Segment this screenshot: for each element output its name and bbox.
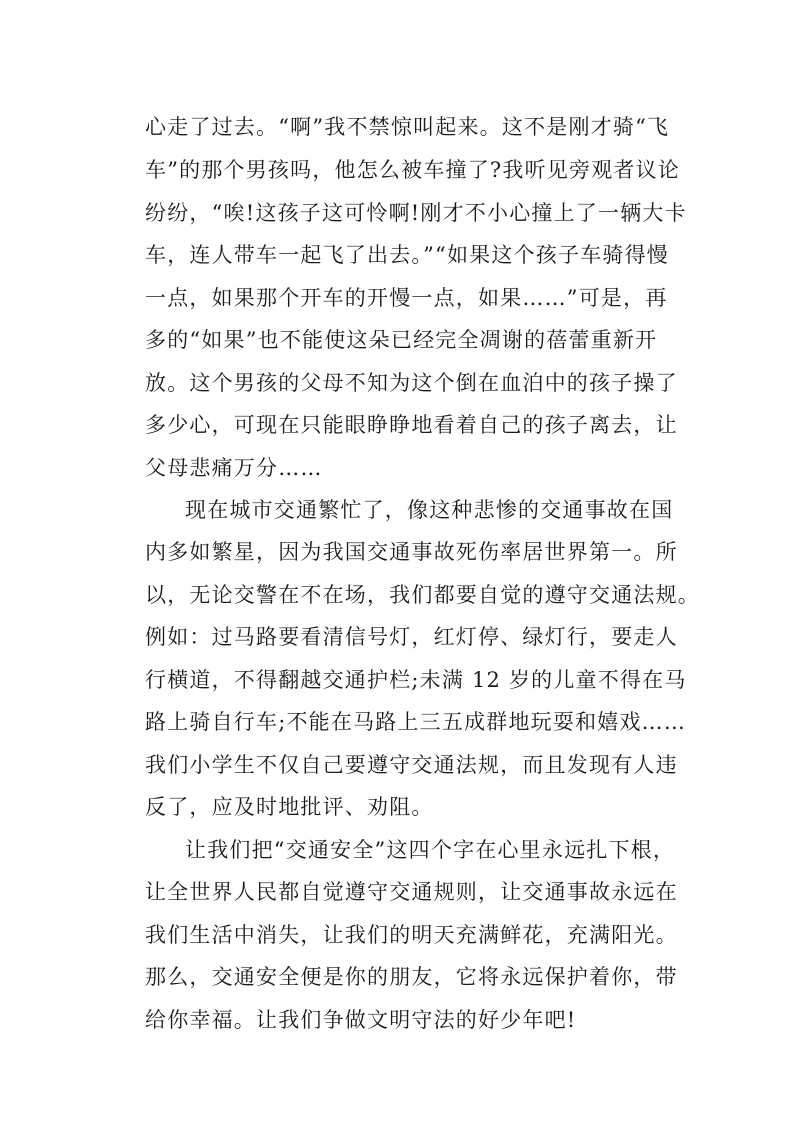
paragraph-line: 车，连人带车一起飞了出去。”“如果这个孩子车骑得慢 (145, 243, 669, 267)
paragraph-line: 心走了过去。“啊”我不禁惊叫起来。这不是刚才骑“飞 (145, 115, 670, 139)
paragraph-line: 让我们把“交通安全”这四个字在心里永远扎下根， (185, 838, 676, 862)
paragraph-line: 放。这个男孩的父母不知为这个倒在血泊中的孩子操了 (145, 371, 678, 395)
paragraph-line: 我们小学生不仅自己要遵守交通法规，而且发现有人违 (145, 753, 678, 777)
paragraph-line: 行横道，不得翻越交通护栏;未满 12 岁的儿童不得在马 (145, 668, 687, 692)
paragraph-line: 路上骑自行车;不能在马路上三五成群地玩耍和嬉戏…… (145, 710, 687, 734)
paragraph-line: 我们生活中消失，让我们的明天充满鲜花，充满阳光。 (145, 923, 678, 947)
paragraph-line: 例如：过马路要看清信号灯，红灯停、绿灯行，要走人 (145, 625, 678, 649)
paragraph-line: 那么，交通安全便是你的朋友，它将永远保护着你，带 (145, 965, 678, 989)
paragraph-line: 给你幸福。让我们争做文明守法的好少年吧! (145, 1008, 577, 1032)
paragraph-line: 多少心，可现在只能眼睁睁地看着自己的孩子离去，让 (145, 413, 678, 437)
paragraph-line: 多的“如果”也不能使这朵已经完全凋谢的蓓蕾重新开 (145, 328, 658, 352)
paragraph-line: 以，无论交警在不在场，我们都要自觉的遵守交通法规。 (145, 583, 700, 607)
paragraph-line: 现在城市交通繁忙了，像这种悲惨的交通事故在国 (185, 498, 674, 522)
paragraph-line: 内多如繁星，因为我国交通事故死伤率居世界第一。所 (145, 540, 678, 564)
paragraph-line: 纷纷，“唉!这孩子这可怜啊!刚才不小心撞上了一辆大卡 (145, 201, 687, 225)
paragraph-line: 车”的那个男孩吗，他怎么被车撞了?我听见旁观者议论 (145, 158, 680, 182)
paragraph-line: 让全世界人民都自觉遵守交通规则，让交通事故永远在 (145, 880, 678, 904)
paragraph-line: 一点，如果那个开车的开慢一点，如果……”可是，再 (145, 286, 668, 310)
paragraph-line: 父母悲痛万分…… (145, 456, 323, 480)
paragraph-line: 反了，应及时地批评、劝阻。 (145, 795, 434, 819)
